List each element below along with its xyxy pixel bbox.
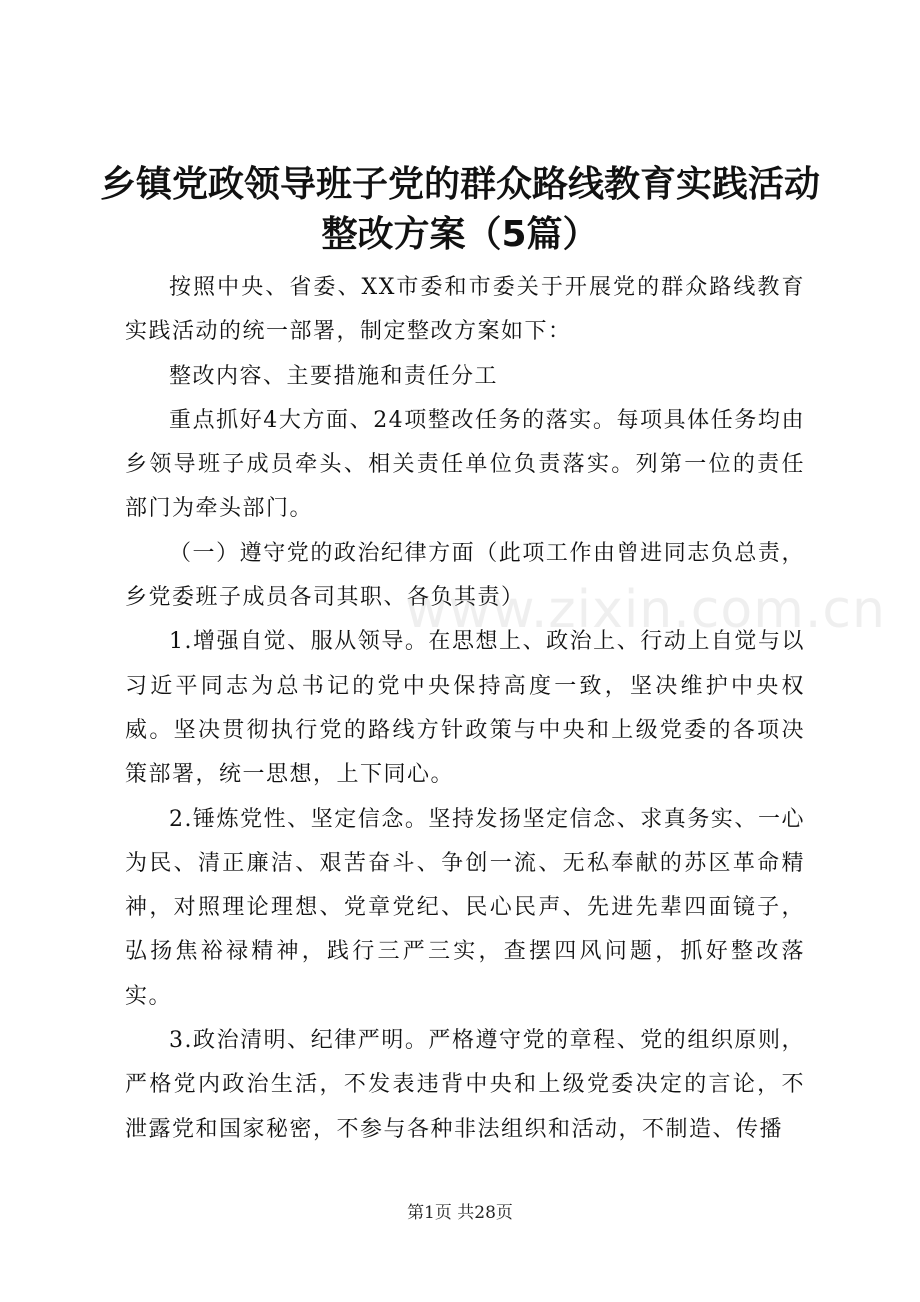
paragraph-item-2: 2.锤炼党性、坚定信念。坚持发扬坚定信念、求真务实、一心为民、清正廉洁、艰苦奋斗、争创一流、无私奉献的苏区革命精神，对照理论理想、党章党纪、民心民声、先进先辈四面镜子，弘扬焦裕禄精神，践行三严三实，查摆四风问题，抓好整改落实。 bbox=[125, 806, 805, 1009]
paragraph-section-one: （一）遵守党的政治纪律方面（此项工作由曾进同志负总责，乡党委班子成员各司其职、各负其责） bbox=[125, 540, 805, 611]
paragraph-intro: 按照中央、省委、XX市委和市委关于开展党的群众路线教育实践活动的统一部署，制定整改方案如下： bbox=[125, 275, 805, 345]
page-footer: 第1页 共28页 bbox=[407, 1203, 513, 1223]
watermark: www.zixin.com.cn bbox=[405, 580, 886, 640]
paragraph-item-1: 1.增强自觉、服从领导。在思想上、政治上、行动上自觉与以习近平同志为总书记的党中央保持高度一致，坚决维护中央权威。坚决贯彻执行党的路线方针政策与中央和上级党委的各项决策部署，统一思想，上下同心。 bbox=[125, 629, 805, 788]
paragraph-heading: 整改内容、主要措施和责任分工 bbox=[169, 363, 499, 389]
paragraph-focus: 重点抓好4大方面、24项整改任务的落实。每项具体任务均由乡领导班子成员牵头、相关责任单位负责落实。列第一位的责任部门为牵头部门。 bbox=[125, 407, 805, 522]
document-title-line1: 乡镇党政领导班子党的群众路线教育实践活动 bbox=[100, 164, 821, 205]
paragraph-item-3: 3.政治清明、纪律严明。严格遵守党的章程、党的组织原则，严格党内政治生活，不发表违背中央和上级党委决定的言论，不泄露党和国家秘密，不参与各种非法组织和活动，不制造、传播 bbox=[125, 1028, 805, 1142]
document-body bbox=[125, 266, 805, 1152]
document-title-line2: 整改方案（5篇） bbox=[321, 214, 599, 255]
